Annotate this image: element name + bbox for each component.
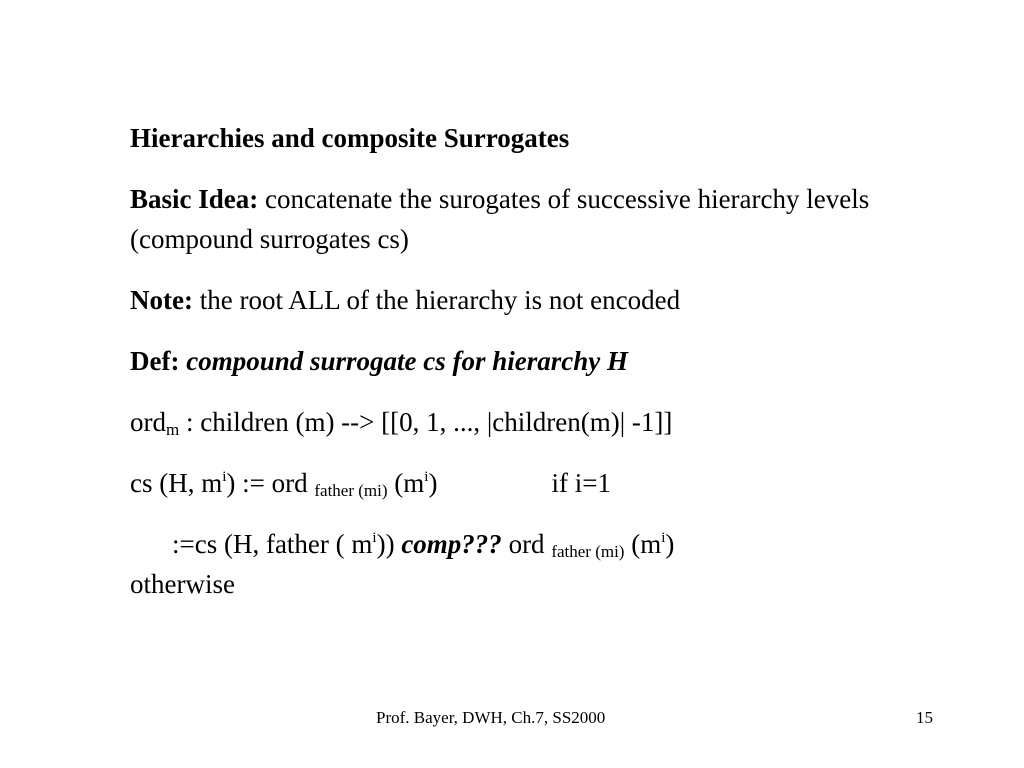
note-label: Note: xyxy=(130,285,193,315)
cs2-sup2: i xyxy=(661,530,666,546)
cs2-d: (m xyxy=(624,529,662,559)
slide-content xyxy=(130,118,950,604)
cs2-comp: comp??? xyxy=(401,529,502,559)
cs1-b: ) := ord xyxy=(226,468,315,498)
cs-formula-line-2 xyxy=(130,524,950,564)
ord-base: ord xyxy=(130,407,166,437)
def-text: compound surrogate cs for hierarchy H xyxy=(186,346,629,376)
cs2-b: )) xyxy=(376,529,402,559)
cs1-d: ) xyxy=(428,468,438,498)
footer-credit: Prof. Bayer, DWH, Ch.7, SS2000 xyxy=(376,708,606,727)
ord-bar-right: | xyxy=(619,407,626,437)
cs1-condition: if i=1 xyxy=(551,468,611,498)
ord-formula xyxy=(130,402,950,442)
basic-idea-label: Basic Idea: xyxy=(130,184,259,214)
ord-rest-a: : children (m) --> [[0, 1, ..., xyxy=(179,407,487,437)
basic-idea-paragraph xyxy=(130,179,950,259)
title-text: Hierarchies and composite Surrogates xyxy=(130,123,570,153)
cs2-otherwise: otherwise xyxy=(130,569,235,599)
ord-subscript: m xyxy=(166,420,180,439)
cs1-sup2: i xyxy=(424,469,429,485)
cs1-subscript: father (mi) xyxy=(314,481,388,500)
cs-formula-line-1 xyxy=(130,463,950,503)
page-number: 15 xyxy=(916,708,933,727)
note-text: the root ALL of the hierarchy is not encoded xyxy=(199,285,681,315)
cs2-subscript: father (mi) xyxy=(551,542,625,561)
cs2-sup1: i xyxy=(372,530,377,546)
cs1-a: cs (H, m xyxy=(130,468,223,498)
definition-paragraph xyxy=(130,341,950,381)
cs1-sup1: i xyxy=(222,469,227,485)
basic-idea-text: concatenate the surogates of successive hierarchy levels (compound surrogates cs) xyxy=(130,184,870,254)
ord-bar-left: | xyxy=(486,407,493,437)
cs2-a: :=cs (H, father ( m xyxy=(172,529,373,559)
note-paragraph xyxy=(130,280,950,320)
cs2-e: ) xyxy=(665,529,675,559)
cs-formula-otherwise xyxy=(130,564,950,604)
ord-rest-b: -1]] xyxy=(625,407,673,437)
ord-children: children(m) xyxy=(492,407,620,437)
cs1-c: (m xyxy=(387,468,425,498)
cs2-c: ord xyxy=(501,529,552,559)
slide-title xyxy=(130,118,950,158)
def-label: Def: xyxy=(130,346,180,376)
